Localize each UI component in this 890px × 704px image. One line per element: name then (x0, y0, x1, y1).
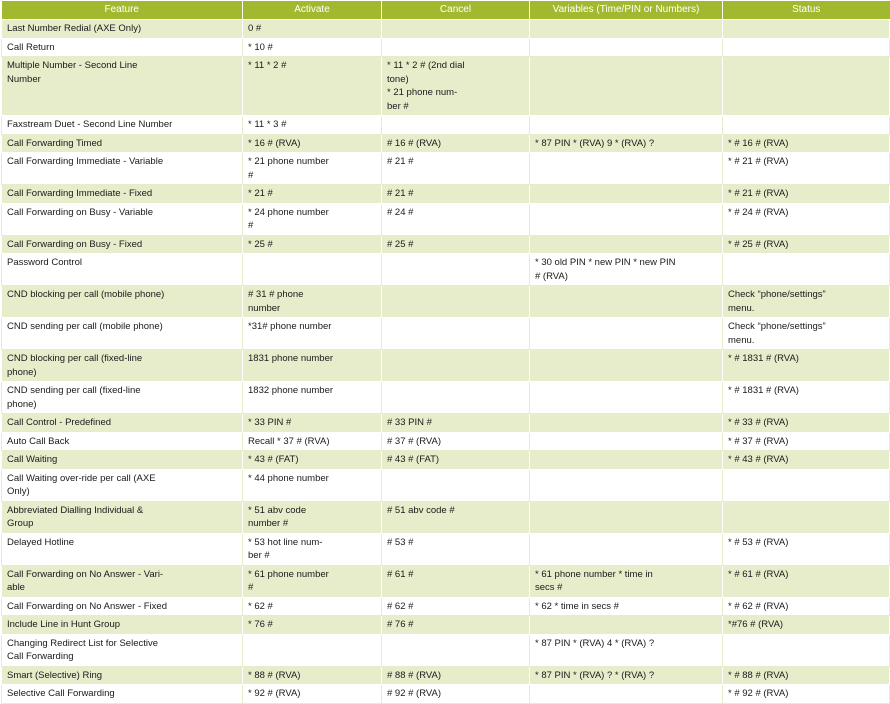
cell-status: * # 53 # (RVA) (723, 533, 890, 565)
table-row (2, 235, 890, 254)
cell-cancel: # 43 # (FAT) (382, 451, 530, 470)
cell-variables (530, 185, 723, 204)
cell-activate: * 11 * 2 # (243, 57, 382, 116)
cell-feature: Call Forwarding on Busy - Variable (2, 203, 243, 235)
cell-activate: * 11 * 3 # (243, 116, 382, 135)
cell-activate (243, 254, 382, 286)
table-body (2, 20, 890, 704)
cell-variables (530, 20, 723, 39)
cell-activate (243, 634, 382, 666)
cell-feature: Changing Redirect List for Selective Call Forwarding (2, 634, 243, 666)
cell-variables: * 30 old PIN * new PIN * new PIN # (RVA) (530, 254, 723, 286)
cell-cancel: # 92 # (RVA) (382, 685, 530, 704)
cell-cancel (382, 318, 530, 350)
cell-variables (530, 350, 723, 382)
table-row (2, 501, 890, 533)
cell-feature: Last Number Redial (AXE Only) (2, 20, 243, 39)
cell-variables (530, 432, 723, 451)
cell-status: * # 21 # (RVA) (723, 153, 890, 185)
cell-cancel: * 11 * 2 # (2nd dial tone) * 21 phone num- ber # (382, 57, 530, 116)
cell-variables (530, 469, 723, 501)
table-row (2, 597, 890, 616)
cell-status (723, 469, 890, 501)
cell-variables: * 87 PIN * (RVA) 9 * (RVA) ? (530, 134, 723, 153)
cell-variables: * 87 PIN * (RVA) 4 * (RVA) ? (530, 634, 723, 666)
table-row (2, 616, 890, 635)
cell-activate: * 16 # (RVA) (243, 134, 382, 153)
cell-feature: Call Waiting (2, 451, 243, 470)
cell-cancel (382, 350, 530, 382)
header-row (2, 1, 890, 20)
cell-cancel (382, 38, 530, 57)
cell-variables (530, 533, 723, 565)
cell-variables (530, 153, 723, 185)
table-row (2, 565, 890, 597)
cell-cancel (382, 254, 530, 286)
cell-status: * # 33 # (RVA) (723, 414, 890, 433)
cell-status (723, 20, 890, 39)
cell-variables (530, 685, 723, 704)
cell-status: * # 61 # (RVA) (723, 565, 890, 597)
cell-variables (530, 414, 723, 433)
cell-feature: Faxstream Duet - Second Line Number (2, 116, 243, 135)
cell-cancel: # 51 abv code # (382, 501, 530, 533)
cell-activate: Recall * 37 # (RVA) (243, 432, 382, 451)
cell-variables (530, 318, 723, 350)
cell-cancel: # 21 # (382, 185, 530, 204)
table-row (2, 666, 890, 685)
cell-feature: Call Forwarding on Busy - Fixed (2, 235, 243, 254)
cell-cancel: # 88 # (RVA) (382, 666, 530, 685)
cell-feature: Call Forwarding Timed (2, 134, 243, 153)
cell-status (723, 57, 890, 116)
cell-feature: CND blocking per call (fixed-line phone) (2, 350, 243, 382)
cell-feature: Abbreviated Dialling Individual & Group (2, 501, 243, 533)
cell-feature: Delayed Hotline (2, 533, 243, 565)
cell-cancel: # 33 PIN # (382, 414, 530, 433)
cell-activate: 0 # (243, 20, 382, 39)
cell-feature: Selective Call Forwarding (2, 685, 243, 704)
cell-variables (530, 116, 723, 135)
cell-feature: Call Control - Predefined (2, 414, 243, 433)
cell-status: Check “phone/settings” menu. (723, 286, 890, 318)
table-row (2, 134, 890, 153)
table-row (2, 533, 890, 565)
cell-variables: * 61 phone number * time in secs # (530, 565, 723, 597)
cell-feature: Call Forwarding Immediate - Variable (2, 153, 243, 185)
cell-activate: * 53 hot line num- ber # (243, 533, 382, 565)
cell-feature: Call Forwarding Immediate - Fixed (2, 185, 243, 204)
cell-variables (530, 235, 723, 254)
cell-cancel: # 61 # (382, 565, 530, 597)
table-row (2, 185, 890, 204)
cell-status: * # 37 # (RVA) (723, 432, 890, 451)
cell-status: * # 25 # (RVA) (723, 235, 890, 254)
cell-status (723, 501, 890, 533)
cell-status: * # 92 # (RVA) (723, 685, 890, 704)
column-header-variables: Variables (Time/PIN or Numbers) (530, 1, 723, 20)
cell-feature: CND sending per call (mobile phone) (2, 318, 243, 350)
table-row (2, 254, 890, 286)
cell-cancel (382, 20, 530, 39)
table-row (2, 469, 890, 501)
table-row (2, 634, 890, 666)
cell-activate: * 88 # (RVA) (243, 666, 382, 685)
cell-variables (530, 286, 723, 318)
cell-cancel: # 25 # (382, 235, 530, 254)
cell-feature: Include Line in Hunt Group (2, 616, 243, 635)
table-row (2, 286, 890, 318)
table-row (2, 350, 890, 382)
cell-activate: * 92 # (RVA) (243, 685, 382, 704)
cell-cancel: # 53 # (382, 533, 530, 565)
cell-cancel: # 16 # (RVA) (382, 134, 530, 153)
cell-cancel: # 76 # (382, 616, 530, 635)
cell-status: * # 16 # (RVA) (723, 134, 890, 153)
column-header-cancel: Cancel (382, 1, 530, 20)
cell-variables: * 87 PIN * (RVA) ? * (RVA) ? (530, 666, 723, 685)
cell-cancel: # 37 # (RVA) (382, 432, 530, 451)
cell-variables (530, 57, 723, 116)
cell-activate: * 21 # (243, 185, 382, 204)
cell-status: * # 21 # (RVA) (723, 185, 890, 204)
cell-status: * # 62 # (RVA) (723, 597, 890, 616)
cell-cancel (382, 286, 530, 318)
cell-feature: CND blocking per call (mobile phone) (2, 286, 243, 318)
table-row (2, 116, 890, 135)
cell-feature: Call Waiting over-ride per call (AXE Only) (2, 469, 243, 501)
cell-variables (530, 616, 723, 635)
cell-feature: Call Forwarding on No Answer - Vari- able (2, 565, 243, 597)
cell-status: * # 43 # (RVA) (723, 451, 890, 470)
cell-status: Check “phone/settings” menu. (723, 318, 890, 350)
cell-feature: Auto Call Back (2, 432, 243, 451)
cell-cancel: # 24 # (382, 203, 530, 235)
cell-feature: Smart (Selective) Ring (2, 666, 243, 685)
cell-cancel (382, 116, 530, 135)
feature-code-table (1, 1, 890, 704)
table-row (2, 382, 890, 414)
cell-activate: *31# phone number (243, 318, 382, 350)
table-row (2, 20, 890, 39)
cell-feature: Call Return (2, 38, 243, 57)
cell-cancel (382, 382, 530, 414)
cell-variables (530, 451, 723, 470)
cell-variables: * 62 * time in secs # (530, 597, 723, 616)
cell-status (723, 254, 890, 286)
cell-feature: CND sending per call (fixed-line phone) (2, 382, 243, 414)
cell-activate: 1832 phone number (243, 382, 382, 414)
cell-variables (530, 501, 723, 533)
table-row (2, 153, 890, 185)
cell-feature: Multiple Number - Second Line Number (2, 57, 243, 116)
cell-activate: * 10 # (243, 38, 382, 57)
cell-variables (530, 203, 723, 235)
cell-variables (530, 382, 723, 414)
cell-activate: * 43 # (FAT) (243, 451, 382, 470)
cell-status (723, 116, 890, 135)
cell-status (723, 38, 890, 57)
cell-status (723, 634, 890, 666)
cell-activate: * 44 phone number (243, 469, 382, 501)
cell-activate: 1831 phone number (243, 350, 382, 382)
cell-activate: * 24 phone number # (243, 203, 382, 235)
column-header-feature: Feature (2, 1, 243, 20)
cell-feature: Call Forwarding on No Answer - Fixed (2, 597, 243, 616)
cell-status: * # 24 # (RVA) (723, 203, 890, 235)
cell-cancel (382, 634, 530, 666)
cell-status: *#76 # (RVA) (723, 616, 890, 635)
cell-activate: * 61 phone number # (243, 565, 382, 597)
table-row (2, 318, 890, 350)
cell-activate: * 25 # (243, 235, 382, 254)
cell-activate: # 31 # phone number (243, 286, 382, 318)
cell-activate: * 33 PIN # (243, 414, 382, 433)
table-row (2, 685, 890, 704)
cell-cancel: # 62 # (382, 597, 530, 616)
column-header-status: Status (723, 1, 890, 20)
cell-feature: Password Control (2, 254, 243, 286)
table-row (2, 414, 890, 433)
cell-status: * # 88 # (RVA) (723, 666, 890, 685)
column-header-activate: Activate (243, 1, 382, 20)
table-row (2, 432, 890, 451)
table-row (2, 38, 890, 57)
table-row (2, 57, 890, 116)
table-row (2, 451, 890, 470)
table-row (2, 203, 890, 235)
cell-activate: * 76 # (243, 616, 382, 635)
cell-status: * # 1831 # (RVA) (723, 350, 890, 382)
cell-variables (530, 38, 723, 57)
cell-cancel: # 21 # (382, 153, 530, 185)
cell-status: * # 1831 # (RVA) (723, 382, 890, 414)
cell-activate: * 51 abv code number # (243, 501, 382, 533)
cell-activate: * 62 # (243, 597, 382, 616)
cell-cancel (382, 469, 530, 501)
cell-activate: * 21 phone number # (243, 153, 382, 185)
